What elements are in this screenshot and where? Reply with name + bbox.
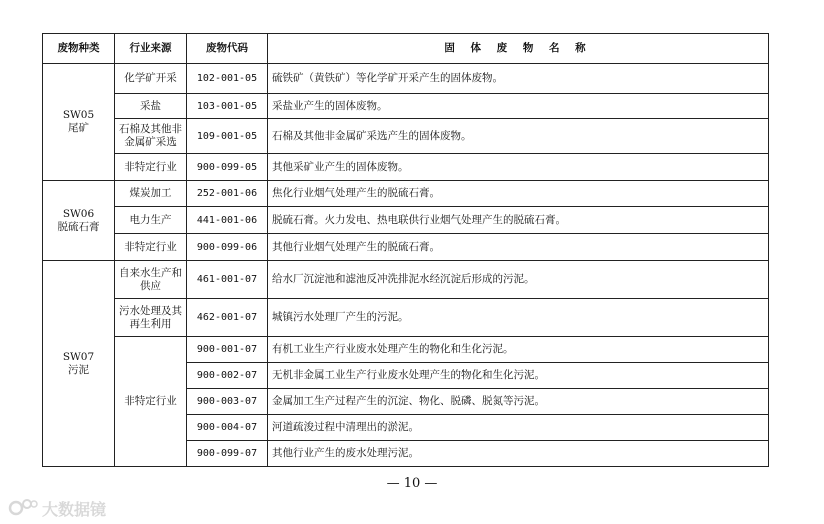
description-cell: 有机工业生产行业废水处理产生的物化和生化污泥。 [268, 337, 769, 363]
category-cell-sw06 [43, 181, 115, 261]
description-cell: 其他采矿业产生的固体废物。 [268, 154, 769, 181]
description-cell: 金属加工生产过程产生的沉淀、物化、脱磷、脱氮等污泥。 [268, 389, 769, 415]
code-cell: 900-003-07 [187, 389, 268, 415]
description-cell: 其他行业产生的废水处理污泥。 [268, 441, 769, 467]
description-cell: 给水厂沉淀池和滤池反冲洗排泥水经沉淀后形成的污泥。 [268, 261, 769, 299]
header-code: 废物代码 [187, 34, 268, 64]
description-cell: 硫铁矿（黄铁矿）等化学矿开采产生的固体废物。 [268, 64, 769, 94]
table-row [43, 94, 769, 119]
source-cell: 自来水生产和供应 [115, 261, 187, 299]
description-cell: 焦化行业烟气处理产生的脱硫石膏。 [268, 181, 769, 207]
table-row [43, 119, 769, 154]
category-cell-sw07 [43, 261, 115, 467]
code-cell: 900-001-07 [187, 337, 268, 363]
description-cell: 采盐业产生的固体废物。 [268, 94, 769, 119]
source-cell: 非特定行业 [115, 234, 187, 261]
table-row [43, 154, 769, 181]
description-cell: 无机非金属工业生产行业废水处理产生的物化和生化污泥。 [268, 363, 769, 389]
table-row [43, 299, 769, 337]
header-category: 废物种类 [43, 34, 115, 64]
description-cell: 其他行业烟气处理产生的脱硫石膏。 [268, 234, 769, 261]
code-cell: 441-001-06 [187, 207, 268, 234]
category-name: 污泥 [68, 363, 89, 376]
description-cell: 城镇污水处理厂产生的污泥。 [268, 299, 769, 337]
source-cell: 污水处理及其再生利用 [115, 299, 187, 337]
table-row [43, 337, 769, 363]
category-code: SW07 [62, 350, 95, 363]
code-cell: 900-004-07 [187, 415, 268, 441]
source-cell: 化学矿开采 [115, 64, 187, 94]
table-row [43, 261, 769, 299]
code-cell: 109-001-05 [187, 119, 268, 154]
category-name: 尾矿 [68, 122, 89, 134]
code-cell: 102-001-05 [187, 64, 268, 94]
table-row [43, 181, 769, 207]
code-cell: 103-001-05 [187, 94, 268, 119]
header-waste-name: 固 体 废 物 名 称 [268, 34, 769, 64]
category-code: SW05 [62, 109, 95, 121]
page-number: — 10 — [386, 476, 438, 491]
table-header-row [43, 34, 769, 64]
code-cell: 900-002-07 [187, 363, 268, 389]
watermark-text: 大数据镜 [42, 499, 107, 519]
code-cell: 900-099-06 [187, 234, 268, 261]
watermark-logo-icon [8, 497, 38, 519]
header-source: 行业来源 [115, 34, 187, 64]
source-cell: 煤炭加工 [115, 181, 187, 207]
table-row [43, 234, 769, 261]
code-cell: 900-099-05 [187, 154, 268, 181]
category-name: 脱硫石膏 [57, 220, 100, 233]
code-cell: 461-001-07 [187, 261, 268, 299]
code-cell: 462-001-07 [187, 299, 268, 337]
code-cell: 252-001-06 [187, 181, 268, 207]
code-cell: 900-099-07 [187, 441, 268, 467]
source-cell: 非特定行业 [115, 337, 187, 467]
description-cell: 石棉及其他非金属矿采选产生的固体废物。 [268, 119, 769, 154]
source-cell: 电力生产 [115, 207, 187, 234]
source-cell: 石棉及其他非金属矿采选 [115, 119, 187, 154]
waste-table [42, 33, 769, 467]
category-cell-sw05 [43, 64, 115, 181]
category-code: SW06 [62, 207, 95, 220]
table-row [43, 207, 769, 234]
description-cell: 河道疏浚过程中清理出的淤泥。 [268, 415, 769, 441]
source-cell: 非特定行业 [115, 154, 187, 181]
description-cell: 脱硫石膏。火力发电、热电联供行业烟气处理产生的脱硫石膏。 [268, 207, 769, 234]
table-row [43, 64, 769, 94]
watermark [8, 496, 106, 520]
source-cell: 采盐 [115, 94, 187, 119]
